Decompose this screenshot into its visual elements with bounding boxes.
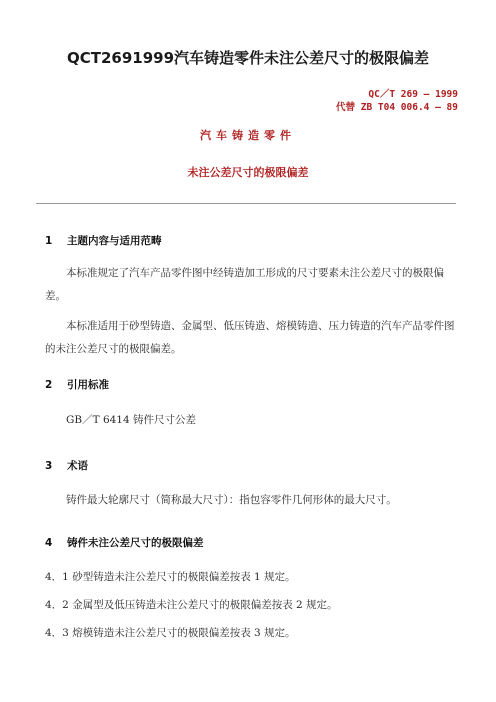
list-item: 4．3 熔模铸造未注公差尺寸的极限偏差按表 3 规定。 <box>45 627 296 639</box>
section-number: 2 <box>45 379 53 391</box>
standard-number: QC／T 269 — 1999 <box>368 89 458 100</box>
document-subtitle: 汽车铸造零件 <box>200 129 296 142</box>
document-title: QCT2691999汽车铸造零件未注公差尺寸的极限偏差 <box>66 49 430 67</box>
paragraph: 铸件最大轮廓尺寸（简称最大尺寸）：指包容零件几何形体的最大尺寸。 <box>66 494 397 506</box>
section-heading <box>45 535 204 550</box>
list-item: 4．1 砂型铸造未注公差尺寸的极限偏差按表 1 规定。 <box>45 571 296 583</box>
paragraph: 本标准适用于砂型铸造、金属型、低压铸造、熔模铸造、压力铸造的汽车产品零件图的未注公差尺寸的极限偏差。 <box>45 320 455 355</box>
divider <box>36 203 456 204</box>
section-number: 1 <box>45 235 53 247</box>
section-title: 主题内容与适用范畴 <box>67 235 162 247</box>
section-heading <box>45 458 88 473</box>
section-title: 铸件未注公差尺寸的极限偏差 <box>67 537 204 549</box>
section-heading <box>45 233 162 248</box>
section-number: 3 <box>45 460 53 472</box>
reference-item: GB／T 6414 铸件尺寸公差 <box>66 414 197 426</box>
section-title: 术语 <box>67 460 88 472</box>
list-item: 4．2 金属型及低压铸造未注公差尺寸的极限偏差按表 2 规定。 <box>45 599 338 611</box>
section-title: 引用标准 <box>67 379 109 391</box>
paragraph: 本标准规定了汽车产品零件图中经铸造加工形成的尺寸要素未注公差尺寸的极限偏差。 <box>45 267 444 302</box>
section-number: 4 <box>45 537 53 549</box>
replaces-standard: 代替 ZB T04 006.4 — 89 <box>336 102 458 113</box>
document-subtitle-secondary: 未注公差尺寸的极限偏差 <box>187 166 309 179</box>
section-heading <box>45 377 109 392</box>
